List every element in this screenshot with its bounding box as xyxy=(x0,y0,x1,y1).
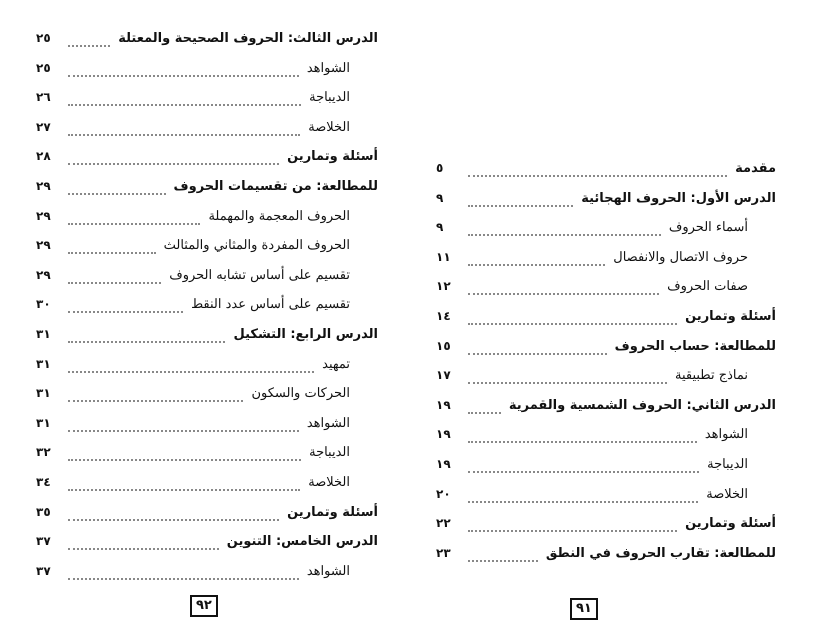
toc-entry[interactable] xyxy=(36,120,350,142)
entry-page-number: ٣١ xyxy=(36,386,51,401)
toc-entry[interactable] xyxy=(436,546,776,568)
dot-leader xyxy=(468,353,607,355)
toc-entry[interactable] xyxy=(36,564,350,586)
entry-title: الشواهد xyxy=(704,427,748,443)
toc-entry[interactable] xyxy=(436,161,776,183)
toc-entry[interactable] xyxy=(436,487,748,509)
dot-leader xyxy=(68,341,225,343)
entry-page-number: ٩ xyxy=(436,190,444,205)
toc-entry[interactable] xyxy=(36,445,350,467)
entry-title: أسماء الحروف xyxy=(668,220,748,236)
entry-page-number: ٢٣ xyxy=(436,545,451,560)
dot-leader xyxy=(68,459,301,461)
entry-title: تمهيد xyxy=(322,356,350,372)
entry-page-number: ٢٢ xyxy=(436,516,451,531)
entry-title: الخلاصة xyxy=(308,475,350,490)
dot-leader xyxy=(68,548,219,550)
entry-title: حروف الاتصال والانفصال xyxy=(613,249,748,265)
toc-entry[interactable] xyxy=(36,61,350,83)
toc-entry[interactable] xyxy=(36,268,350,290)
entry-title: الشواهد xyxy=(306,60,350,76)
entry-title: الدرس الأول: الحروف الهجائية xyxy=(581,190,776,206)
dot-leader xyxy=(68,282,161,284)
entry-title: الحركات والسكون xyxy=(251,386,350,402)
dot-leader xyxy=(68,252,156,254)
toc-entry[interactable] xyxy=(36,238,350,260)
entry-page-number: ٣١ xyxy=(36,356,51,371)
entry-page-number: ١١ xyxy=(436,249,451,264)
entry-title: الخلاصة xyxy=(706,486,748,502)
entry-page-number: ١٢ xyxy=(436,279,451,294)
dot-leader xyxy=(468,205,573,207)
page-number: ٩١ xyxy=(570,598,598,620)
entry-page-number: ١٥ xyxy=(436,338,451,353)
toc-entry[interactable] xyxy=(436,309,776,331)
toc-entry[interactable] xyxy=(436,398,776,420)
entry-title: أسئلة وتمارين xyxy=(287,504,378,520)
dot-leader xyxy=(68,75,299,77)
dot-leader xyxy=(68,163,279,165)
entry-title: الشواهد xyxy=(306,563,350,579)
entry-page-number: ٢٧ xyxy=(36,119,51,134)
entry-title: مقدمة xyxy=(735,161,776,176)
entry-title: الدرس الثالث: الحروف الصحيحة والمعتلة xyxy=(118,31,378,46)
toc-entry[interactable] xyxy=(36,327,378,349)
toc-entry[interactable] xyxy=(436,516,776,538)
entry-title: الديباجة xyxy=(309,90,350,106)
entry-page-number: ٣١ xyxy=(36,327,51,341)
toc-entry[interactable] xyxy=(36,357,350,379)
entry-title: الدرس الثاني: الحروف الشمسية والقمرية xyxy=(508,397,776,413)
dot-leader xyxy=(468,530,677,532)
toc-entry[interactable] xyxy=(36,416,350,438)
dot-leader xyxy=(468,412,501,414)
toc-entry[interactable] xyxy=(436,427,748,449)
entry-page-number: ٩ xyxy=(436,220,444,235)
entry-title: الحروف المعجمة والمهملة xyxy=(208,208,350,224)
dot-leader xyxy=(468,323,677,325)
dot-leader xyxy=(468,441,697,443)
entry-title: للمطالعة: تقارب الحروف في النطق xyxy=(545,545,776,561)
entry-page-number: ٣٢ xyxy=(36,445,51,460)
toc-entry[interactable] xyxy=(436,220,748,242)
entry-page-number: ١٩ xyxy=(436,427,451,442)
entry-title: للمطالعة: من تقسيمات الحروف xyxy=(173,179,378,194)
toc-entry[interactable] xyxy=(36,179,378,201)
dot-leader xyxy=(68,430,299,432)
toc-entry[interactable] xyxy=(36,31,378,53)
entry-title: الشواهد xyxy=(306,415,350,431)
entry-page-number: ٣٧ xyxy=(36,563,51,578)
entry-title: الحروف المفردة والمثاني والمثالث xyxy=(163,238,350,254)
entry-title: الخلاصة xyxy=(308,119,350,135)
entry-page-number: ٣١ xyxy=(36,415,51,430)
dot-leader xyxy=(468,264,605,266)
dot-leader xyxy=(68,311,183,313)
page-number: ٩٢ xyxy=(190,595,218,617)
dot-leader xyxy=(68,371,314,373)
entry-page-number: ٢٩ xyxy=(36,238,51,253)
entry-title: أسئلة وتمارين xyxy=(685,309,776,324)
toc-entry[interactable] xyxy=(36,505,378,527)
entry-page-number: ٣٤ xyxy=(36,475,51,489)
dot-leader xyxy=(468,175,727,177)
dot-leader xyxy=(68,104,301,106)
entry-page-number: ٢٩ xyxy=(36,267,51,282)
entry-title: للمطالعة: حساب الحروف xyxy=(614,338,776,354)
dot-leader xyxy=(468,382,667,384)
toc-entry[interactable] xyxy=(436,191,776,213)
entry-page-number: ٣٧ xyxy=(36,534,51,549)
right-page xyxy=(410,0,818,639)
dot-leader xyxy=(468,501,698,503)
entry-page-number: ٣٠ xyxy=(36,297,51,312)
toc-entry[interactable] xyxy=(436,250,748,272)
entry-title: الدرس الخامس: التنوين xyxy=(226,534,378,550)
toc-entry[interactable] xyxy=(436,279,748,301)
entry-page-number: ١٤ xyxy=(436,309,451,323)
toc-entry[interactable] xyxy=(436,339,776,361)
dot-leader xyxy=(68,45,110,47)
entry-page-number: ١٧ xyxy=(436,368,451,383)
left-page xyxy=(0,0,400,639)
entry-page-number: ٢٠ xyxy=(436,486,451,501)
entry-title: صفات الحروف xyxy=(667,279,748,295)
entry-page-number: ٢٦ xyxy=(36,90,51,105)
toc-entry[interactable] xyxy=(36,297,350,319)
dot-leader xyxy=(68,134,300,136)
entry-page-number: ٥ xyxy=(436,161,444,175)
dot-leader xyxy=(68,400,243,402)
entry-page-number: ٢٩ xyxy=(36,179,51,193)
toc-entry[interactable] xyxy=(36,475,350,497)
entry-page-number: ٣٥ xyxy=(36,504,51,519)
entry-page-number: ١٩ xyxy=(436,457,451,471)
entry-page-number: ١٩ xyxy=(436,397,451,412)
toc-entry[interactable] xyxy=(36,209,350,231)
entry-title: نماذج تطبيقية xyxy=(674,368,748,384)
dot-leader xyxy=(468,560,538,562)
dot-leader xyxy=(468,293,659,295)
entry-title: أسئلة وتمارين xyxy=(685,516,776,532)
dot-leader xyxy=(68,578,299,580)
toc-entry[interactable] xyxy=(36,149,378,171)
entry-title: تقسيم على أساس تشابه الحروف xyxy=(169,267,350,283)
entry-page-number: ٢٩ xyxy=(36,208,51,223)
dot-leader xyxy=(68,223,200,225)
dot-leader xyxy=(68,193,166,195)
entry-title: الديباجة xyxy=(707,457,748,472)
entry-page-number: ٢٨ xyxy=(36,149,51,164)
dot-leader xyxy=(68,519,279,521)
dot-leader xyxy=(468,471,699,473)
toc-entry[interactable] xyxy=(36,386,350,408)
entry-title: الدرس الرابع: التشكيل xyxy=(233,327,378,342)
entry-title: أسئلة وتمارين xyxy=(287,149,378,165)
dot-leader xyxy=(468,234,661,236)
entry-title: الديباجة xyxy=(309,445,350,461)
dot-leader xyxy=(68,489,300,491)
entry-title: تقسيم على أساس عدد النقط xyxy=(191,297,350,313)
toc-entry[interactable] xyxy=(36,534,378,556)
toc-entry[interactable] xyxy=(436,368,748,390)
toc-entry[interactable] xyxy=(36,90,350,112)
toc-entry[interactable] xyxy=(436,457,748,479)
entry-page-number: ٢٥ xyxy=(36,31,51,45)
entry-page-number: ٢٥ xyxy=(36,60,51,75)
